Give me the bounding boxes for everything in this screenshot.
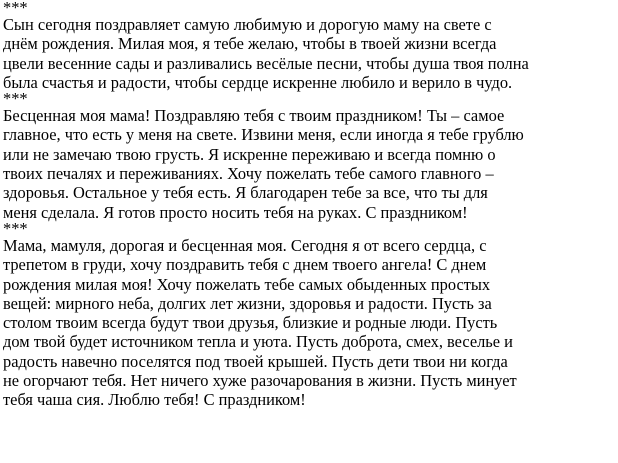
text-line: твоих печалях и переживаниях. Хочу пожелать тебе самого главного – — [3, 164, 494, 184]
text-line: днём рождения. Милая моя, я тебе желаю, чтобы в твоей жизни всегда — [3, 34, 497, 54]
text-line: трепетом в груди, хочу поздравить тебя с днем твоего ангела! С днем — [3, 255, 487, 275]
text-line: или не замечаю твою грусть. Я искренне переживаю и всегда помню о — [3, 144, 496, 164]
text-line: вещей: мирного неба, долгих лет жизни, здоровья и радости. Пусть за — [3, 293, 492, 313]
paragraph-3 — [3, 236, 615, 410]
text-line: меня сделала. Я готов просто носить тебя на руках. С праздником! — [3, 202, 468, 222]
text-line: Бесценная моя мама! Поздравляю тебя с твоим праздником! Ты – самое — [3, 106, 505, 126]
text-line: радость навечно поселятся под твоей крышей. Пусть дети твои ни когда — [3, 351, 508, 371]
text-line: столом твоим всегда будут твои друзья, близкие и родные люди. Пусть — [3, 313, 498, 333]
text-line: была счастья и радости, чтобы сердце искренне любило и верило в чудо. — [3, 72, 513, 92]
text-line: тебя чаша сия. Люблю тебя! С праздником! — [3, 390, 306, 410]
greeting-document — [3, 1, 615, 410]
text-line: дом твой будет источником тепла и уюта. Пусть доброта, смех, веселье и — [3, 332, 513, 352]
separator: *** — [3, 89, 28, 109]
paragraph-2 — [3, 106, 615, 222]
text-line: не огорчают тебя. Нет ничего хуже разочарования в жизни. Пусть минует — [3, 371, 517, 391]
text-line: главное, что есть у меня на свете. Извини меня, если иногда я тебе грублю — [3, 125, 524, 145]
text-line: рождения милая моя! Хочу пожелать тебе самых обыденных простых — [3, 274, 491, 294]
text-line: Мама, мамуля, дорогая и бесценная моя. Сегодня я от всего сердца, с — [3, 235, 487, 255]
separator: *** — [3, 218, 28, 238]
text-line: здоровья. Остальное у тебя есть. Я благодарен тебе за все, что ты для — [3, 183, 488, 203]
separator: *** — [3, 0, 28, 17]
text-line: цвели весенние сады и разливались весёлые песни, чтобы душа твоя полна — [3, 53, 529, 73]
text-line: Сын сегодня поздравляет самую любимую и дорогую маму на свете с — [3, 15, 492, 34]
paragraph-1 — [3, 15, 615, 92]
